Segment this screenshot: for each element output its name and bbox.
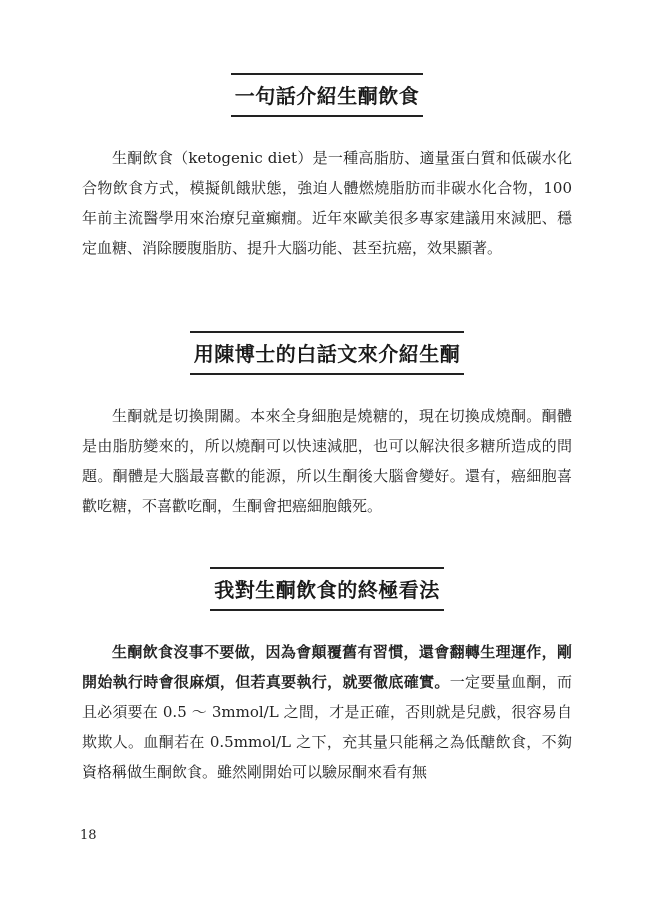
section-heading: 一句話介紹生酮飲食 bbox=[231, 73, 424, 117]
paragraph-text: 生酮飲食（ketogenic diet）是一種高脂肪、適量蛋白質和低碳水化合物飲食方式，模擬飢餓狀態，強迫人體燃燒脂肪而非碳水化合物，100 年前主流醫學用來治療兒童癲癇。近年來歐美很多專家建議用來減肥、穩定血糖、消除腰腹脂肪、提升大腦功能、甚至抗癌，效果顯著。 bbox=[82, 149, 572, 257]
paragraph-text: 一定要量血酮，而且必須要在 0.5 ～ 3mmol/L 之間，才是正確，否則就是兒戲，很容易自欺欺人。血酮若在 0.5mmol/L 之下，充其量只能稱之為低醣飲食，不夠資格稱做生酮飲食。雖然剛開始可以驗尿酮來看有無 bbox=[82, 673, 572, 781]
section-paragraph bbox=[82, 143, 572, 263]
section-heading: 用陳博士的白話文來介紹生酮 bbox=[190, 331, 465, 375]
paragraph-text: 生酮就是切換開關。本來全身細胞是燒糖的，現在切換成燒酮。酮體是由脂肪變來的，所以燒酮可以快速減肥，也可以解決很多糖所造成的問題。酮體是大腦最喜歡的能源，所以生酮後大腦會變好。還有，癌細胞喜歡吃糖，不喜歡吃酮，生酮會把癌細胞餓死。 bbox=[82, 407, 572, 515]
section-ultimate-view bbox=[82, 567, 572, 787]
section-paragraph bbox=[82, 637, 572, 787]
section-dr-chen-plain-language bbox=[82, 331, 572, 521]
section-keto-one-sentence bbox=[82, 73, 572, 263]
paragraph-bold-lead: 生酮飲食沒事不要做，因為會顛覆舊有習慣，還會翻轉生理運作，剛開始執行時會很麻煩，但若真要執行，就要徹底確實。 bbox=[82, 643, 572, 691]
page-number: 18 bbox=[80, 828, 97, 843]
section-paragraph bbox=[82, 401, 572, 521]
section-heading: 我對生酮飲食的終極看法 bbox=[210, 567, 444, 611]
